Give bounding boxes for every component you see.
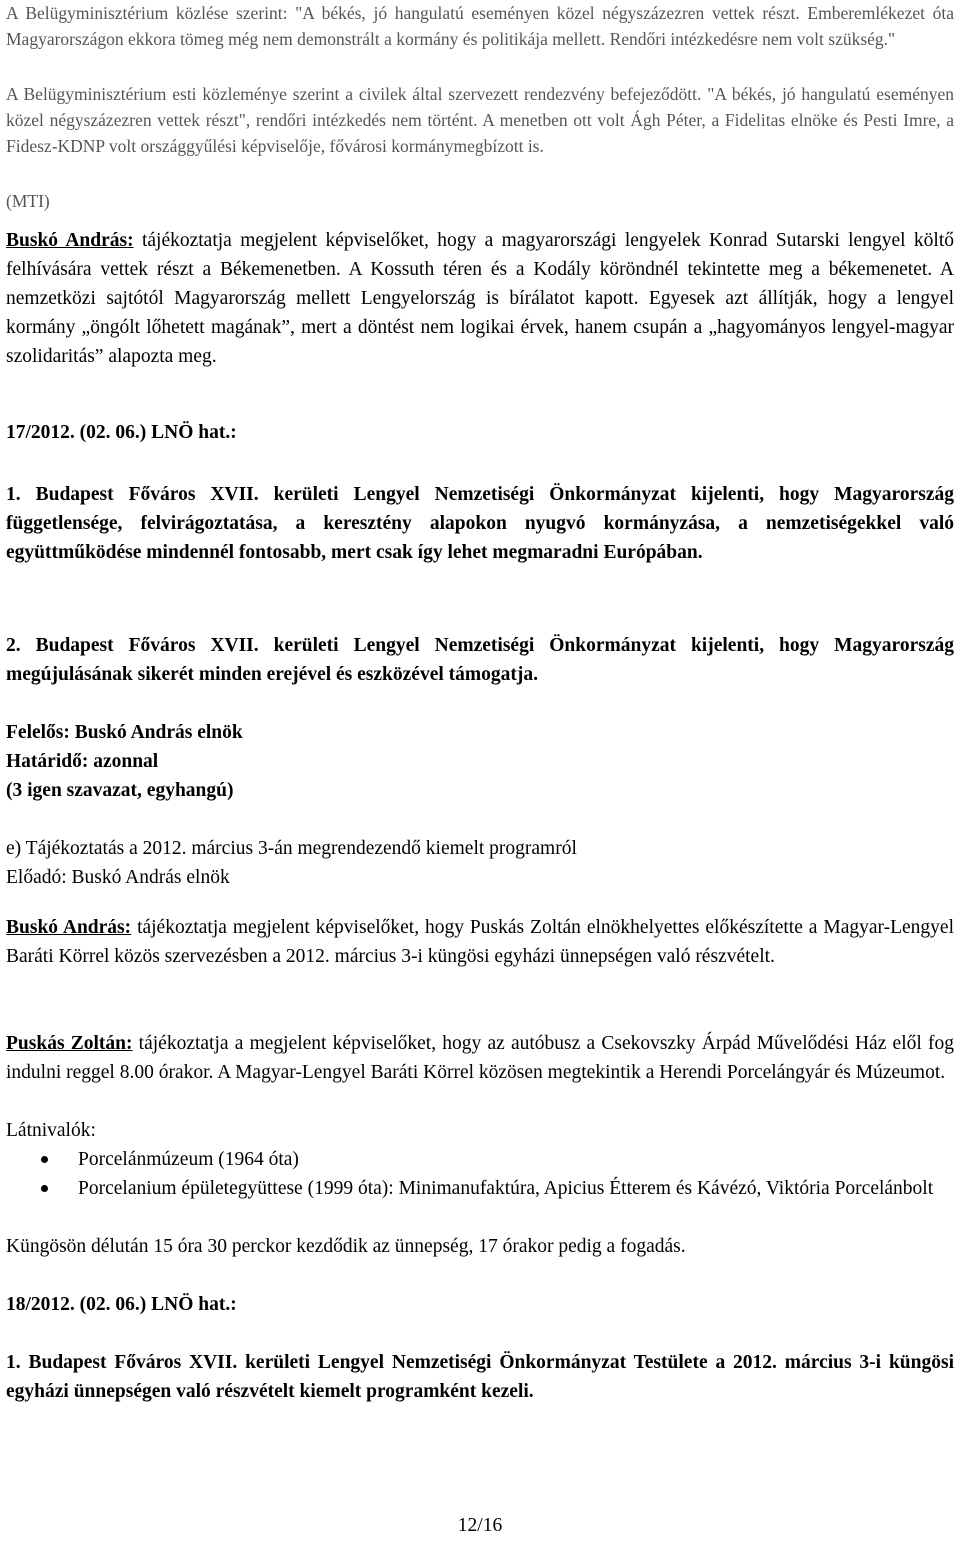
report-puskas — [6, 1029, 954, 1087]
report-busko-1 — [6, 226, 954, 371]
resolution-17-title: 17/2012. (02. 06.) LNÖ hat.: — [6, 422, 237, 443]
speaker-name: Buskó András: — [6, 917, 132, 938]
resolution-17-point-1: 1. Budapest Főváros XVII. kerületi Lengyel Nemzetiségi Önkormányzat kijelenti, hogy Magyarország függetlensége, felvirágoztatása, a keresztény alapokon nyugvó kormányzása, a nemzetiségekkel való együttműködése mindennél fontosabb, mert csak így lehet megmaradni Európában. — [6, 484, 954, 563]
report-text: tájékoztatja megjelent képviselőket, hogy Puskás Zoltán elnökhelyettes előkészítette a Magyar-Lengyel Baráti Körrel közös szervezésben a 2012. március 3-i küngösi egyházi ünnepségen való részvételt. — [6, 917, 954, 967]
list-item: Porcelánmúzeum (1964 óta) — [6, 1145, 954, 1174]
responsible: Felelős: Buskó András elnök — [6, 722, 243, 743]
speaker-name: Puskás Zoltán: — [6, 1033, 133, 1054]
vote-result: (3 igen szavazat, egyhangú) — [6, 780, 234, 801]
ministry-quote-1: A Belügyminisztérium közlése szerint: "A békés, jó hangulatú eseményen közel négyszázezren vettek részt. Emberemlékezet óta Magyarországon ekkora tömeg még nem demonstrált a kormány és politikája mellett. Rendőri intézkedésre nem volt szükség." — [6, 3, 954, 49]
page-number: 12/16 — [457, 1515, 503, 1536]
resolution-18-title: 18/2012. (02. 06.) LNÖ hat.: — [6, 1294, 237, 1315]
source-mti: (MTI) — [6, 191, 50, 211]
sights-list — [6, 1145, 954, 1203]
ministry-quote-2: A Belügyminisztérium esti közleménye szerint a civilek által szervezett rendezvény befejeződött. "A békés, jó hangulatú eseményen közel négyszázezren vettek részt", rendőri intézkedés nem történt. A menetben ott volt Ágh Péter, a Fidelitas elnöke és Pesti Imre, a Fidesz-KDNP volt országgyűlési képviselője, fővárosi kormánymegbízott is. — [6, 84, 954, 156]
bullet-icon — [41, 1185, 48, 1192]
bullet-icon — [41, 1156, 48, 1163]
resolution-18-point-1: 1. Budapest Főváros XVII. kerületi Lengyel Nemzetiségi Önkormányzat Testülete a 2012. március 3-i küngösi egyházi ünnepségen való részvételt kiemelt programként kezeli. — [6, 1352, 954, 1402]
report-busko-2 — [6, 913, 954, 971]
report-text: tájékoztatja a megjelent képviselőket, hogy az autóbusz a Csekovszky Árpád Művelődési Ház elől fog indulni reggel 8.00 órakor. A Magyar-Lengyel Baráti Körrel közösen megtekintik a Herendi Porcelángyár és Múzeumot. — [6, 1033, 954, 1083]
speaker-name: Buskó András: — [6, 230, 134, 251]
sights-label: Látnivalók: — [6, 1120, 96, 1141]
agenda-presenter: Előadó: Buskó András elnök — [6, 867, 230, 888]
report-text: tájékoztatja megjelent képviselőket, hogy a magyarországi lengyelek Konrad Sutarski lengyel költő felhívására vettek részt a Békemenetben. A Kossuth téren és a Kodály köröndnél tekintette meg a békemenetet. A nemzetközi sajtótól Magyarország mellett Lengyelország is bírálatot kapott. Egyesek azt állítják, hogy a lengyel kormány „öngólt lőhetett magának”, mert a döntést nem logikai érvek, hanem csupán a „hagyományos lengyel-magyar szolidaritás” alapozta meg. — [6, 230, 954, 367]
agenda-item-e: e) Tájékoztatás a 2012. március 3-án megrendezendő kiemelt programról — [6, 838, 577, 859]
deadline: Határidő: azonnal — [6, 751, 159, 772]
resolution-17-point-2: 2. Budapest Főváros XVII. kerületi Lengyel Nemzetiségi Önkormányzat kijelenti, hogy Magyarország megújulásának sikerét minden erejével és eszközével támogatja. — [6, 635, 954, 685]
list-item: Porcelanium épületegyüttese (1999 óta): Minimanufaktúra, Apicius Étterem és Kávézó, Viktória Porcelánbolt — [6, 1174, 954, 1203]
event-schedule: Küngösön délután 15 óra 30 perckor kezdődik az ünnepség, 17 órakor pedig a fogadás. — [6, 1236, 686, 1257]
